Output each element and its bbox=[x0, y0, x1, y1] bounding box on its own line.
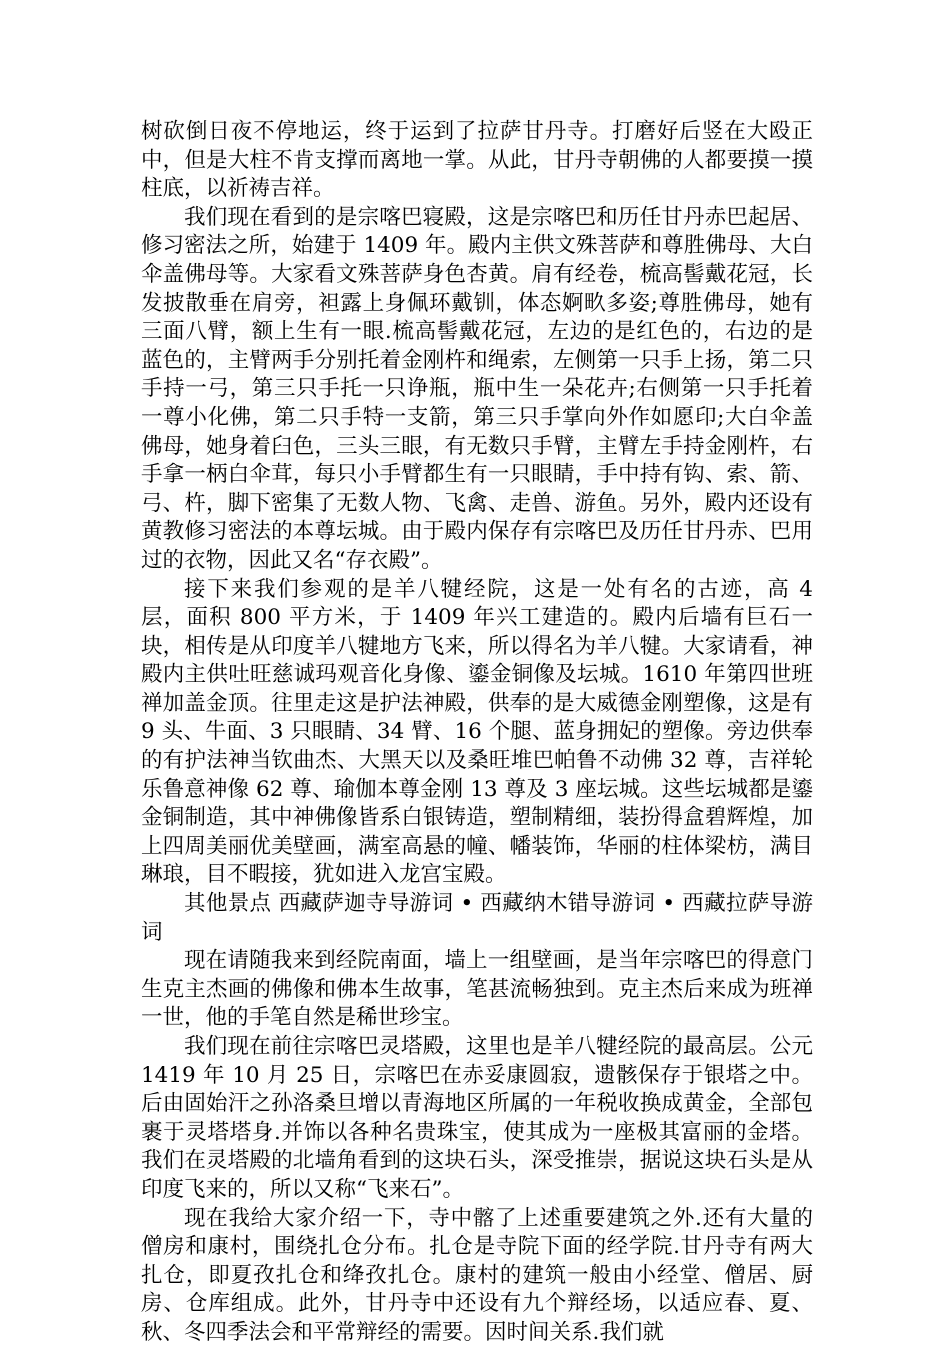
paragraph-6: 我们现在前往宗喀巴灵塔殿，这里也是羊八犍经院的最高层。公元 1419 年 10 月 25 日，宗喀巴在赤妥康圆寂，遗骸保存于银塔之中。后由固始汗之孙洛桑旦增以青海地区所属的一年税收换成黄金，全部包裹于灵塔塔身.并饰以各种名贵珠宝，使其成为一座极其富丽的金塔。我们在灵塔殿的北墙角看到的这块石头，深受推崇，据说这块石头是从印度飞来的，所以又称“飞来石”。 bbox=[141, 1034, 813, 1202]
paragraph-5: 现在请随我来到经院南面，墙上一组壁画，是当年宗喀巴的得意门生克主杰画的佛像和佛本生故事，笔甚流畅独到。克主杰后来成为班禅一世，他的手笔自然是稀世珍宝。 bbox=[141, 948, 813, 1031]
paragraph-4-related-links: 其他景点 西藏萨迦寺导游词 • 西藏纳木错导游词 • 西藏拉萨导游词 bbox=[141, 891, 813, 945]
paragraph-3: 接下来我们参观的是羊八犍经院，这是一处有名的古迹，高 4 层，面积 800 平方米，于 1409 年兴工建造的。殿内后墙有巨石一块，相传是从印度羊八犍地方飞来，所以得名为羊八犍。大家请看，神殿内主供吐旺慈诚玛观音化身像、鎏金铜像及坛城。1610 年第四世班禅加盖金顶。往里走这是护法神殿，供奉的是大威德金刚塑像，这是有 9 头、牛面、3 只眼睛、34 臂、16 个腿、蓝身拥妃的塑像。旁边供奉的有护法神当钦曲杰、大黑天以及桑旺堆巴帕鲁不动佛 32 尊，吉祥轮乐鲁意神像 62 尊、瑜伽本尊金刚 13 尊及 3 座坛城。这些坛城都是鎏金铜制造，其中神佛像皆系白银铸造，塑制精细，装扮得盒碧辉煌，加上四周美丽优美壁画，满室高悬的幢、幡装饰，华丽的柱体梁枋，满目琳琅，目不暇接，犹如进入龙宫宝殿。 bbox=[141, 576, 813, 888]
paragraph-7: 现在我给大家介绍一下，寺中髂了上述重要建筑之外.还有大量的僧房和康村，围绕扎仓分布。扎仓是寺院下面的经学院.甘丹寺有两大扎仓，即夏孜扎仓和绛孜扎仓。康村的建筑一般由小经堂、僧居、厨房、仓库组成。此外，甘丹寺中还设有九个辩经场，以适应春、夏、秋、冬四季法会和平常辩经的需要。因时间关系.我们就 bbox=[141, 1205, 813, 1345]
paragraph-1: 树砍倒日夜不停地运，终于运到了拉萨甘丹寺。打磨好后竖在大殴正中，但是大柱不肯支撑而离地一掌。从此，甘丹寺朝佛的人都要摸一摸柱底，以祈祷吉祥。 bbox=[141, 119, 813, 202]
paragraph-2: 我们现在看到的是宗喀巴寝殿，这是宗喀巴和历任甘丹赤巴起居、修习密法之所，始建于 1409 年。殿内主供文殊菩萨和尊胜佛母、大白伞盖佛母等。大家看文殊菩萨身色杏黄。肩有经卷，梳高髻戴花冠，长发披散垂在肩旁，袒露上身佩环戴钏，体态婀畂多姿;尊胜佛母，她有三面八臂，额上生有一眼.梳高髻戴花冠，左边的是红色的，右边的是蓝色的，主臂两手分别托着金刚杵和绳索，左侧第一只手上扬，第二只手持一弓，第三只手托一只诤瓶，瓶中生一朵花卉;右侧第一只手托着一尊小化佛，第二只手特一支箭，第三只手掌向外作如愿印;大白伞盖佛母，她身着臼色，三头三眼，有无数只手臂，主臂左手持金刚杵，右手拿一柄白伞茸，每只小手臂都生有一只眼睛，手中持有钩、索、箭、弓、杵，脚下密集了无数人物、飞禽、走兽、游鱼。另外，殿内还设有黄教修习密法的本尊坛城。由于殿内保存有宗喀巴及历任甘丹赤、巴用过的衣物，因此又名“存衣殿”。 bbox=[141, 204, 813, 573]
document-body bbox=[141, 118, 813, 1348]
